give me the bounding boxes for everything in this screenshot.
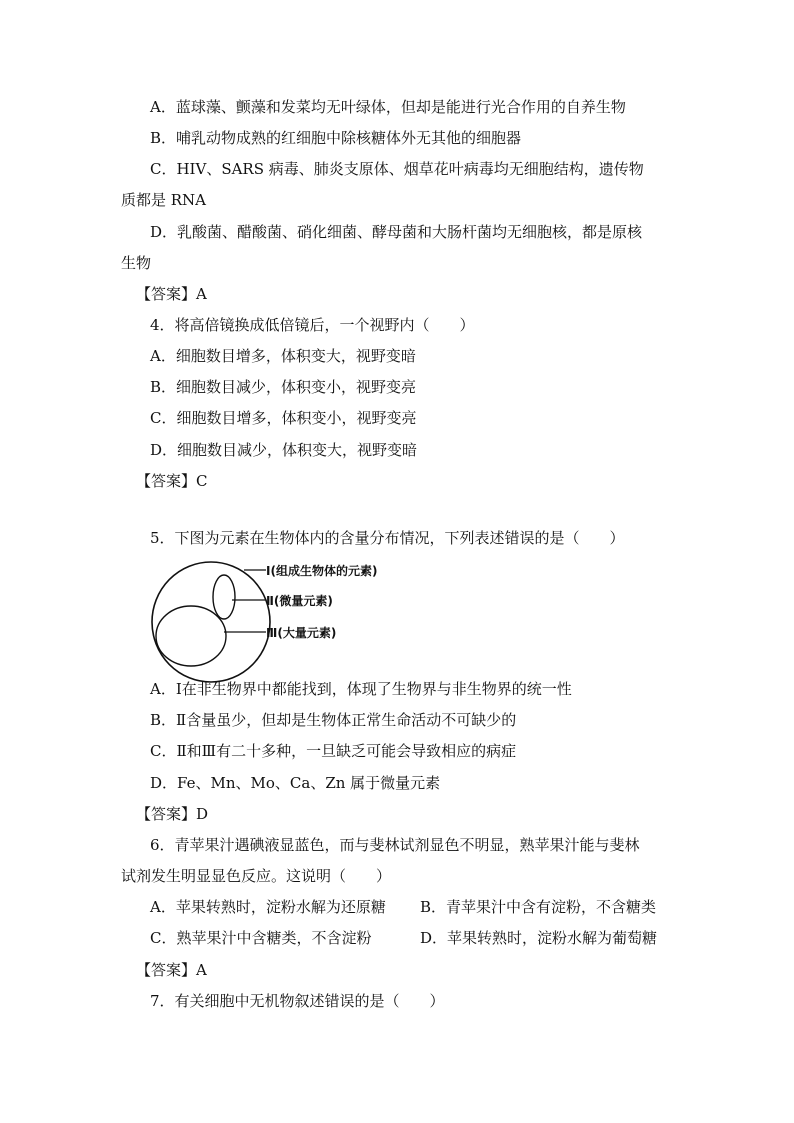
label-one: Ⅰ(组成生物体的元素) <box>266 564 378 578</box>
q3-option-d-cont: 生物 <box>121 254 152 272</box>
q6-option-d: D．苹果转熟时，淀粉水解为葡萄糖 <box>420 929 658 947</box>
q3-option-c-cont: 质都是 RNA <box>121 191 207 209</box>
q6-stem-cont: 试剂发生明显显色反应。这说明（ ） <box>121 867 392 885</box>
q6-options-row-2 <box>150 928 690 948</box>
element-venn-diagram <box>146 558 378 688</box>
q3-option-c: C．HIV、SARS 病毒、肺炎支原体、烟草花叶病毒均无细胞结构，遗传物 <box>150 160 644 178</box>
q6-stem: 6．青苹果汁遇碘液显蓝色，而与斐林试剂显色不明显，熟苹果汁能与斐林 <box>150 836 640 854</box>
q6-answer: 【答案】A <box>136 961 207 979</box>
q7-stem: 7．有关细胞中无机物叙述错误的是（ ） <box>150 992 445 1010</box>
q4-option-a: A．细胞数目增多，体积变大，视野变暗 <box>150 347 416 365</box>
q3-option-d: D．乳酸菌、醋酸菌、硝化细菌、酵母菌和大肠杆菌均无细胞核，都是原核 <box>150 223 643 241</box>
q6-option-a: A．苹果转熟时，淀粉水解为还原糖 <box>150 898 386 916</box>
q3-option-a: A．蓝球藻、颤藻和发菜均无叶绿体，但却是能进行光合作用的自养生物 <box>150 98 626 116</box>
q5-stem: 5．下图为元素在生物体内的含量分布情况，下列表述错误的是（ ） <box>150 529 625 547</box>
label-three: Ⅲ(大量元素) <box>266 626 337 640</box>
q4-stem: 4．将高倍镜换成低倍镜后，一个视野内（ ） <box>150 316 475 334</box>
q4-option-d: D．细胞数目减少，体积变大，视野变暗 <box>150 441 418 459</box>
q3-option-b: B．哺乳动物成熟的红细胞中除核糖体外无其他的细胞器 <box>150 129 522 147</box>
label-two: Ⅱ(微量元素) <box>266 594 333 608</box>
q5-option-d: D．Fe、Mn、Mo、Ca、Zn 属于微量元素 <box>150 774 441 792</box>
q5-option-b: B．Ⅱ含量虽少，但却是生物体正常生命活动不可缺少的 <box>150 711 517 729</box>
q5-option-a: A．Ⅰ在非生物界中都能找到，体现了生物界与非生物界的统一性 <box>150 680 572 698</box>
q3-answer: 【答案】A <box>136 285 207 303</box>
q6-option-c: C．熟苹果汁中含糖类，不含淀粉 <box>150 929 372 947</box>
q4-option-c: C．细胞数目增多，体积变小，视野变亮 <box>150 409 417 427</box>
circle-three <box>156 606 226 666</box>
q6-options-row-1 <box>150 897 690 917</box>
q5-answer: 【答案】D <box>136 805 209 823</box>
circle-two <box>213 575 235 619</box>
q5-option-c: C．Ⅱ和Ⅲ有二十多种，一旦缺乏可能会导致相应的病症 <box>150 742 517 760</box>
q4-option-b: B．细胞数目减少，体积变小，视野变亮 <box>150 378 417 396</box>
q6-option-b: B．青苹果汁中含有淀粉，不含糖类 <box>420 898 657 916</box>
q4-answer: 【答案】C <box>136 472 208 490</box>
circle-one <box>152 562 270 682</box>
